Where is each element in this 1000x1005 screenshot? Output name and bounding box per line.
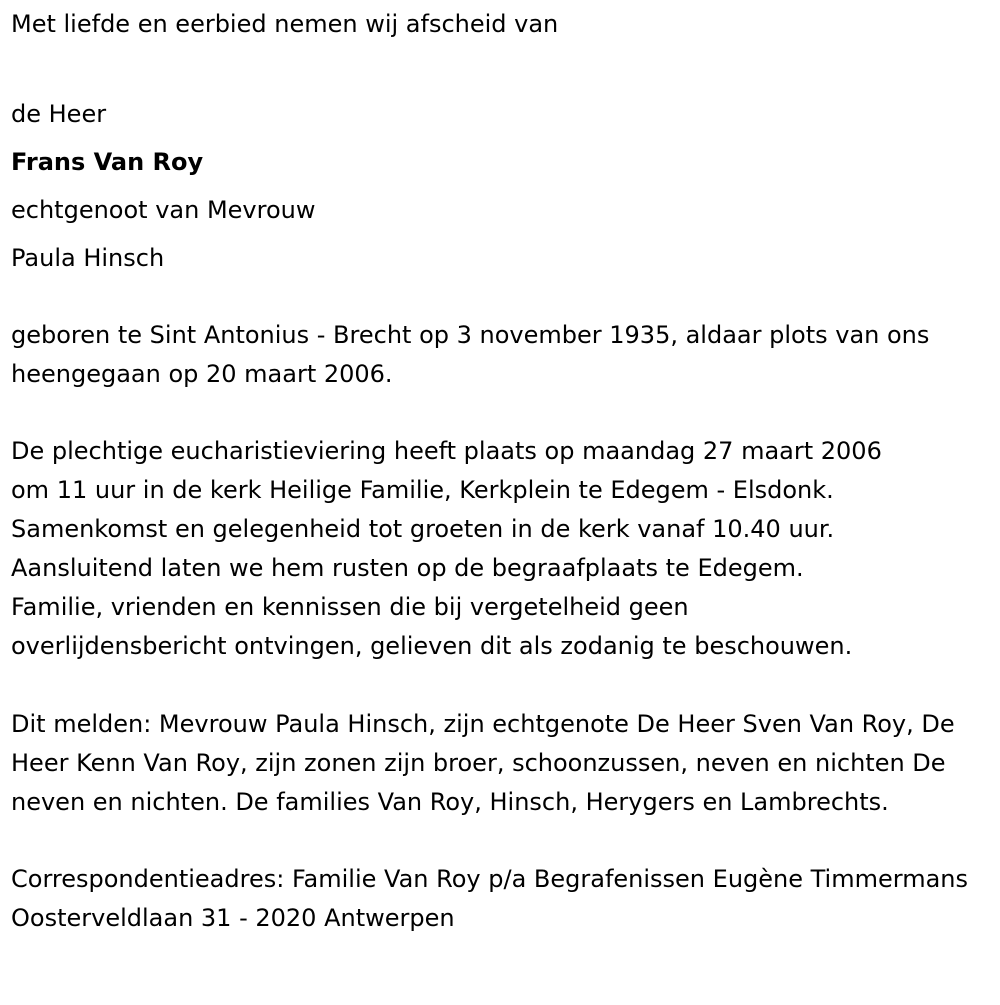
title: de Heer	[11, 100, 107, 128]
spouse-label: echtgenoot van Mevrouw	[11, 196, 316, 224]
ceremony-line: om 11 uur in de kerk Heilige Familie, Kerkplein te Edegem - Elsdonk.	[11, 476, 834, 504]
correspondence-address: Correspondentieadres: Familie Van Roy p/a Begrafenissen Eugène Timmermans Oosterveldlaan 31 - 2020 Antwerpen	[11, 865, 968, 932]
obituary-text	[11, 8, 996, 938]
ceremony-line: overlijdensbericht ontvingen, gelieven dit als zodanig te beschouwen.	[11, 632, 853, 660]
ceremony-line: Aansluitend laten we hem rusten op de begraafplaats te Edegem.	[11, 554, 804, 582]
intro: Met liefde en eerbied nemen wij afscheid van	[11, 10, 559, 38]
birth-death: geboren te Sint Antonius - Brecht op 3 november 1935, aldaar plots van ons heengegaan op 20 maart 2006.	[11, 321, 930, 388]
ceremony-line: Familie, vrienden en kennissen die bij vergetelheid geen	[11, 593, 689, 621]
announcers: Dit melden: Mevrouw Paula Hinsch, zijn echtgenote De Heer Sven Van Roy, De Heer Kenn Van Roy, zijn zonen zijn broer, schoonzussen, neven en nichten De neven en nichten. De families Van Roy, Hinsch, Herygers en Lambrechts.	[11, 710, 955, 816]
ceremony-info	[11, 432, 996, 666]
deceased-name: Frans Van Roy	[11, 148, 204, 176]
ceremony-line: De plechtige eucharistieviering heeft plaats op maandag 27 maart 2006	[11, 437, 882, 465]
ceremony-line: Samenkomst en gelegenheid tot groeten in de kerk vanaf 10.40 uur.	[11, 515, 835, 543]
spouse-name: Paula Hinsch	[11, 244, 165, 272]
